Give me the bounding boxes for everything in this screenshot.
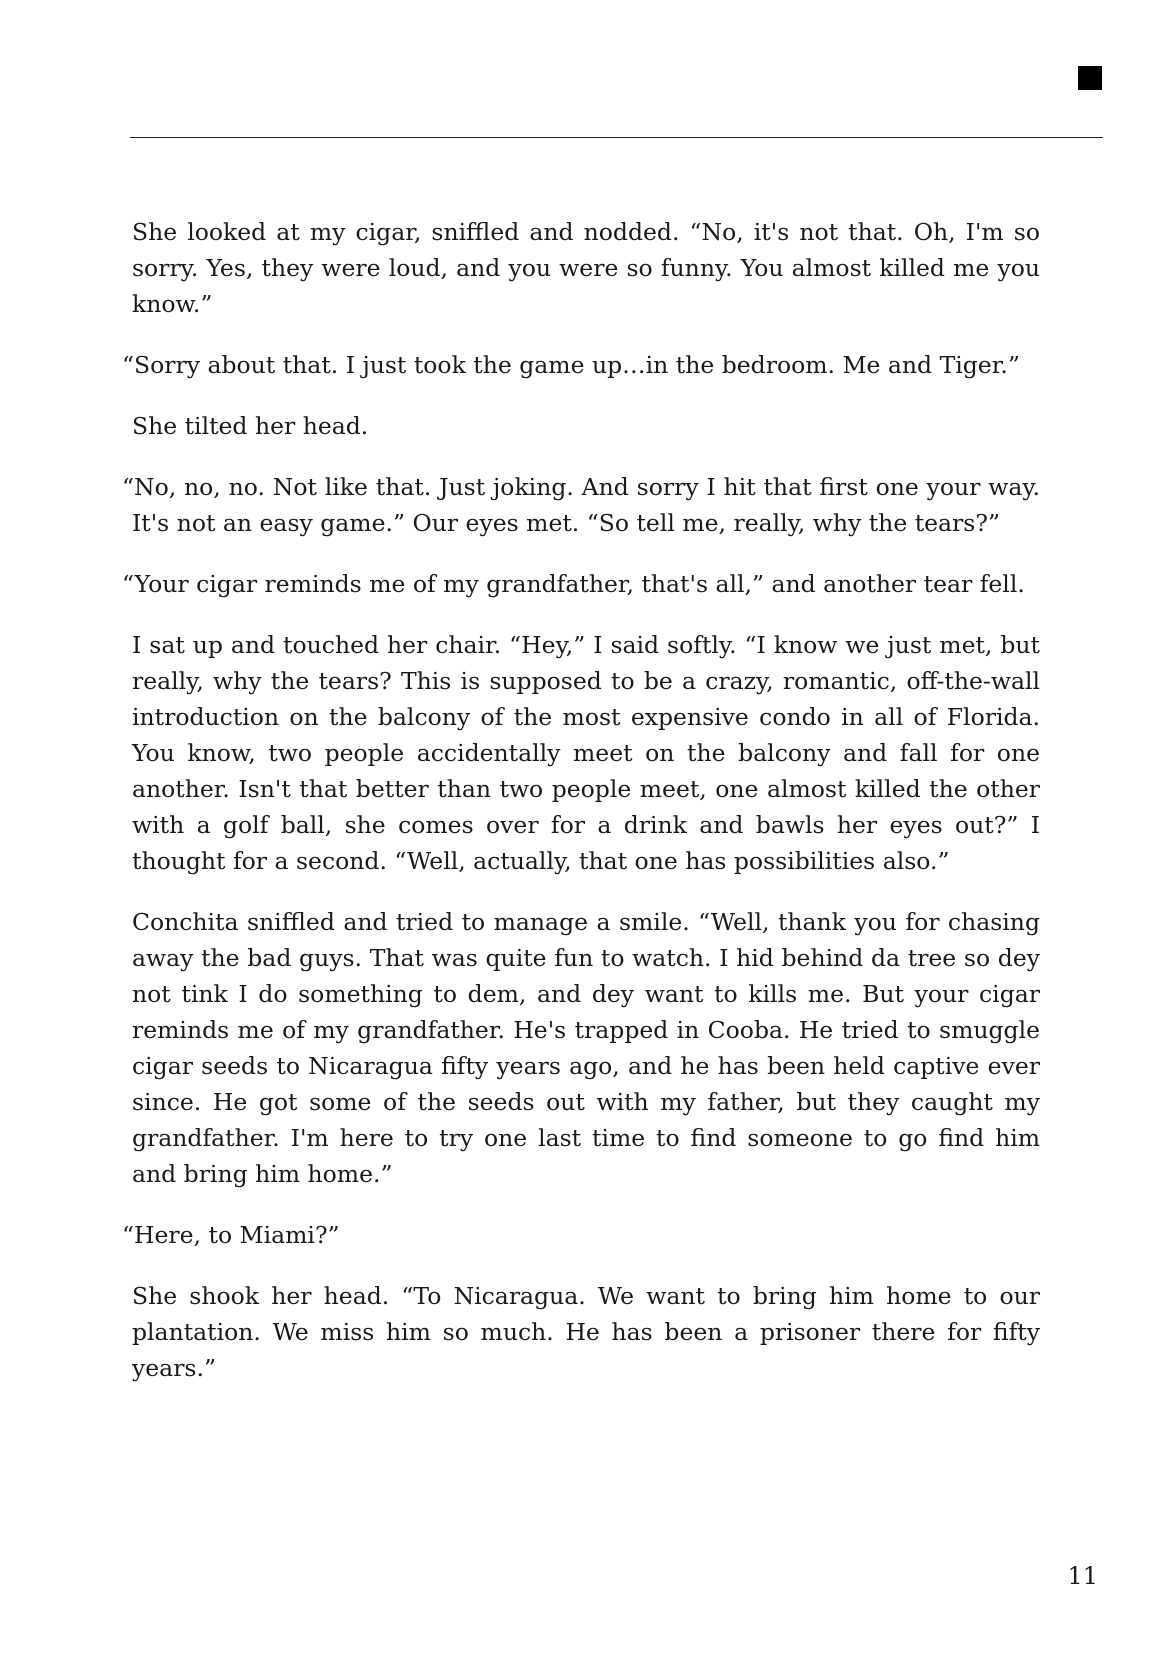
paragraph-text: “Sorry about that. I just took the game up…in the bedroom. Me and Tiger.” [122,351,1020,379]
paragraph [122,566,1040,602]
paragraph [122,1217,1040,1253]
paragraph [122,347,1040,383]
paragraph: I sat up and touched her chair. “Hey,” I said softly. “I know we just met, but really, why the tears? This is supposed to be a crazy, romantic, off-the-wall introduction on the balcony of the most expensive condo in all of Florida. You know, two people accidentally meet on the balcony and fall for one another. Isn't that better than two people meet, one almost killed the other with a golf ball, she comes over for a drink and bawls her eyes out?” I thought for a second. “Well, actually, that one has possibilities also.” [132,631,1040,875]
paragraph: She tilted her head. [132,412,369,440]
paragraph: Conchita sniffled and tried to manage a smile. “Well, thank you for chasing away the bad guys. That was quite fun to watch. I hid behind da tree so dey not tink I do something to dem, and dey want to kills me. But your cigar reminds me of my grandfather. He's trapped in Cooba. He tried to smuggle cigar seeds to Nicaragua fifty years ago, and he has been held captive ever since. He got some of the seeds out with my father, but they caught my grandfather. I'm here to try one last time to find someone to go find him and bring him home.” [132,908,1040,1188]
paragraph: She shook her head. “To Nicaragua. We want to bring him home to our plantation. We miss him so much. He has been a prisoner there for fifty years.” [132,1282,1040,1382]
paragraph: She looked at my cigar, sniffled and nodded. “No, it's not that. Oh, I'm so sorry. Yes, they were loud, and you were so funny. You almost killed me you know.” [132,218,1040,318]
paragraph-text: “No, no, no. Not like that. Just joking. And sorry I hit that first one your way. It's not an easy game.” Our eyes met. “So tell me, really, why the tears?” [122,473,1040,537]
page-number: 11 [1067,1562,1098,1590]
paragraph-text: “Your cigar reminds me of my grandfather, that's all,” and another tear fell. [122,570,1025,598]
corner-square-mark [1078,66,1102,90]
paragraph [122,469,1040,541]
paragraph-text: “Here, to Miami?” [122,1221,340,1249]
header-rule [130,137,1103,138]
body-text [122,214,1040,1411]
